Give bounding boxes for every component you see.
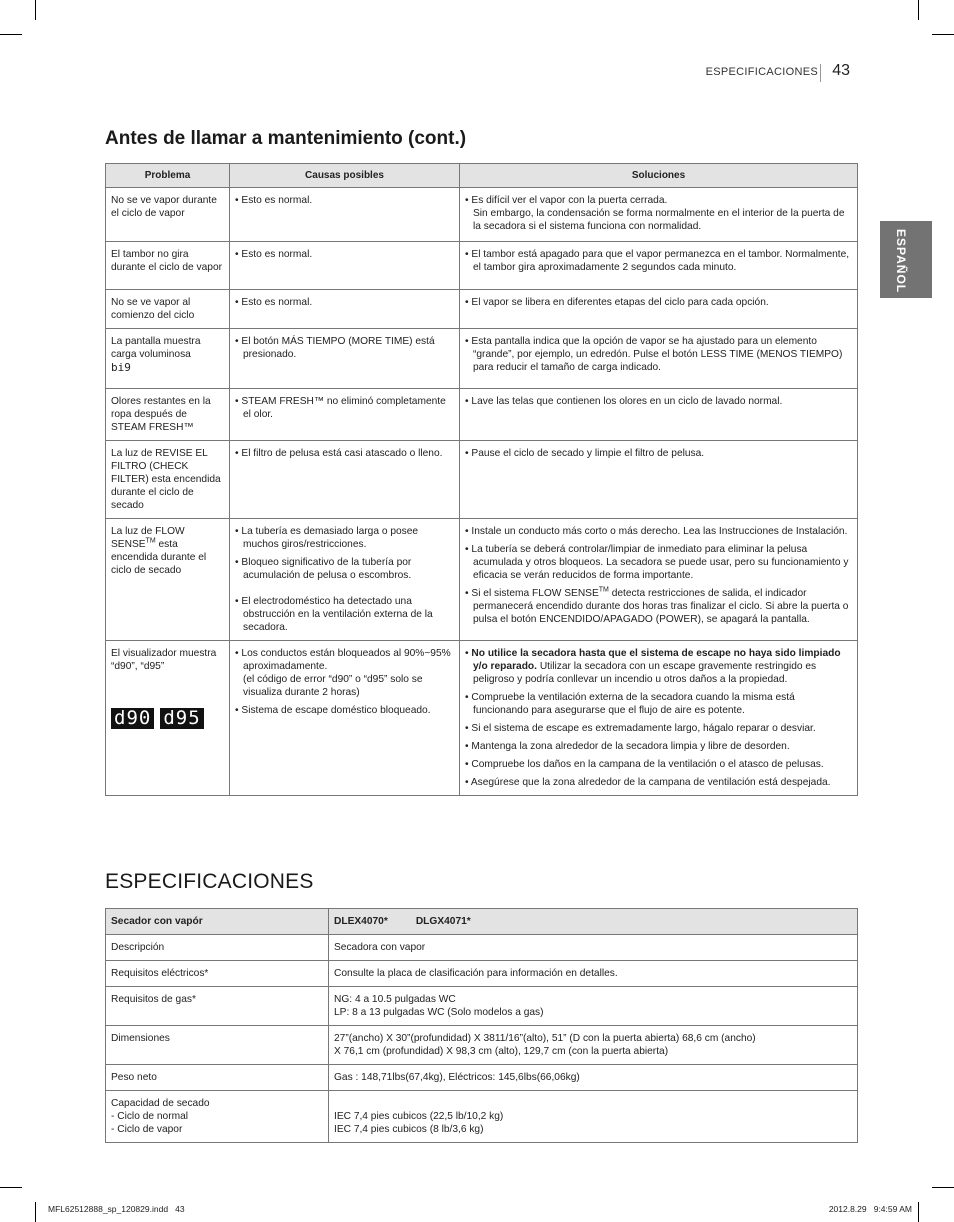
solution-item: • Pause el ciclo de secado y limpie el filtro de pelusa. xyxy=(465,448,705,459)
cause-cell xyxy=(230,441,460,519)
table-row xyxy=(106,329,858,389)
solution-item: • La tubería se deberá controlar/limpiar de inmediato para eliminar la pelusa acumulada y otros bloqueos. La secadora se puede usar, pero su funcionamiento y eficacia se verán reducidos de forma importante. xyxy=(465,544,849,581)
solution-item: • Instale un conducto más corto o más derecho. Lea las Instrucciones de Instalación. xyxy=(465,526,848,537)
spec-row xyxy=(106,1026,858,1065)
problem-cell xyxy=(106,389,230,441)
solution-cell xyxy=(460,188,858,242)
table-row xyxy=(106,242,858,290)
solution-item: • Lave las telas que contienen los olores en un ciclo de lavado normal. xyxy=(465,396,783,407)
cause-cell xyxy=(230,519,460,641)
column-header: Soluciones xyxy=(460,164,858,188)
problem-cell xyxy=(106,242,230,290)
problem-text: La luz de FLOW SENSE xyxy=(111,526,185,550)
cause-cell xyxy=(230,641,460,796)
spec-label: Requisitos de gas* xyxy=(106,987,329,1026)
spec-value: 27”(ancho) X 30”(profundidad) X 3811/16”(alto), 51” (D con la puerta abierta) 68,6 cm (ancho) X 76,1 cm (profundidad) X 98,3 cm (alto), 129,7 cm (con la puerta abierta) xyxy=(329,1026,858,1065)
spec-header-label: Secador con vapór xyxy=(106,909,329,935)
header-divider xyxy=(820,64,821,82)
d90-display: d90 xyxy=(111,708,154,729)
trademark-mark: TM xyxy=(598,586,609,594)
solution-cell xyxy=(460,441,858,519)
spec-label: Descripción xyxy=(106,935,329,961)
cause-cell xyxy=(230,290,460,329)
solution-text: • Si el sistema FLOW SENSE xyxy=(465,588,599,599)
solution-item xyxy=(465,587,852,626)
problem-text: La pantalla muestra carga voluminosa xyxy=(111,336,201,360)
problem-cell xyxy=(106,290,230,329)
error-display-group xyxy=(111,708,224,729)
cause-item: • La tubería es demasiado larga o posee muchos giros/restricciones. xyxy=(235,526,419,550)
solution-item: • Es difícil ver el vapor con la puerta cerrada. Sin embargo, la condensación se forma normalmente en el interior de la puerta de la secadora si el sistema funciona con normalidad. xyxy=(465,195,845,232)
language-tab xyxy=(880,221,932,298)
troubleshooting-title: Antes de llamar a mantenimiento (cont.) xyxy=(105,128,467,149)
table-row xyxy=(106,519,858,641)
crop-mark xyxy=(932,1187,954,1188)
solution-item: • Esta pantalla indica que la opción de vapor se ha ajustado para un elemento “grande”, por ejemplo, un edredón. Pulse el botón LESS TIME (MENOS TIEMPO) para reducir el tamaño de carga indicado. xyxy=(465,336,843,373)
problem-cell xyxy=(106,641,230,796)
cause-item: • El filtro de pelusa está casi atascado o lleno. xyxy=(235,448,443,459)
crop-mark xyxy=(918,1202,919,1222)
problem-cell xyxy=(106,188,230,242)
table-row xyxy=(106,441,858,519)
solution-text: Utilizar la secadora con un escape gravemente restringido es peligroso y podría conllevar un incendio u otros daños a la propiedad. xyxy=(473,661,817,685)
footer-file: MFL62512888_sp_120829.indd 43 xyxy=(48,1204,185,1214)
solution-cell xyxy=(460,242,858,290)
cause-cell xyxy=(230,389,460,441)
cause-item: • Esto es normal. xyxy=(235,297,313,308)
spacer xyxy=(235,587,454,595)
cause-item: • STEAM FRESH™ no eliminó completamente el olor. xyxy=(235,396,446,420)
page-number: 43 xyxy=(832,62,850,79)
cause-cell xyxy=(230,188,460,242)
problem-text: El visualizador muestra “d90”, “d95” xyxy=(111,648,217,672)
big-load-display: bi9 xyxy=(111,361,131,374)
cause-item: • El botón MÁS TIEMPO (MORE TIME) está presionado. xyxy=(235,336,435,360)
solution-cell xyxy=(460,519,858,641)
cause-item: • Sistema de escape doméstico bloqueado. xyxy=(235,705,431,716)
table-row xyxy=(106,188,858,242)
solution-item: • Asegúrese que la zona alrededor de la campana de ventilación está despejada. xyxy=(465,777,831,788)
problem-text: La luz de REVISE EL FILTRO (CHECK FILTER) esta encendida durante el ciclo de secado xyxy=(111,448,221,511)
column-header: Problema xyxy=(106,164,230,188)
crop-mark xyxy=(35,1202,36,1222)
spec-label: Dimensiones xyxy=(106,1026,329,1065)
spec-label: Requisitos eléctricos* xyxy=(106,961,329,987)
problem-text: Olores restantes en la ropa después de STEAM FRESH™ xyxy=(111,396,211,433)
problem-text: esta encendida durante el ciclo de secado xyxy=(111,539,207,576)
spec-value: Gas : 148,71lbs(67,4kg), Eléctricos: 145,6lbs(66,06kg) xyxy=(329,1065,858,1091)
table-row xyxy=(106,389,858,441)
footer-timestamp: 2012.8.29 9:4:59 AM xyxy=(828,1204,912,1214)
problem-cell xyxy=(106,441,230,519)
spec-row xyxy=(106,1091,858,1143)
cause-item: • El electrodoméstico ha detectado una obstrucción en la ventilación externa de la secadora. xyxy=(235,596,433,633)
solution-text: detecta restricciones de salida, el indicador permanecerá encendido durante dos horas tras finalizar el ciclo. Si abre la puerta o pulsa el botón ENCENDIDO/APAGADO (POWER), se apagará la pantalla. xyxy=(473,588,849,625)
solution-cell xyxy=(460,641,858,796)
model-number: DLEX4070* xyxy=(334,916,388,927)
problem-text: No se ve vapor durante el ciclo de vapor xyxy=(111,195,217,219)
cause-item: • Esto es normal. xyxy=(235,195,313,206)
spec-value: Consulte la placa de clasificación para información en detalles. xyxy=(329,961,858,987)
solution-item: • No utilice la secadora hasta que el sistema de escape no haya sido limpiado y/o reparado. Utilizar la secadora con un escape gravemente restringido es peligroso y podría conllevar un incendio u otros daños a la propiedad. xyxy=(465,648,841,685)
cause-item: • Los conductos están bloqueados al 90%~95% aproximadamente. (el código de error “d90” o “d95” solo se visualiza durante 2 horas) xyxy=(235,648,451,698)
troubleshooting-table xyxy=(105,163,858,796)
problem-cell xyxy=(106,329,230,389)
crop-mark xyxy=(0,34,22,35)
problem-cell xyxy=(106,519,230,641)
spec-value: IEC 7,4 pies cubicos (22,5 lb/10,2 kg) IEC 7,4 pies cubicos (8 lb/3,6 kg) xyxy=(329,1091,858,1143)
crop-mark xyxy=(0,1187,22,1188)
solution-item: • El tambor está apagado para que el vapor permanezca en el tambor. Normalmente, el tambor gira aproximadamente 2 segundos cada minuto. xyxy=(465,249,850,273)
solution-item: • Compruebe la ventilación externa de la secadora cuando la misma está funcionando para asegurarse que el flujo de aire es potente. xyxy=(465,692,795,716)
spec-header-models xyxy=(329,909,858,935)
spec-header-row xyxy=(106,909,858,935)
d95-display: d95 xyxy=(160,708,203,729)
solution-item: • Mantenga la zona alrededor de la secadora limpia y libre de desorden. xyxy=(465,741,790,752)
crop-mark xyxy=(932,34,954,35)
spec-label: Peso neto xyxy=(106,1065,329,1091)
specifications-title: ESPECIFICACIONES xyxy=(105,870,314,893)
cause-item: • Esto es normal. xyxy=(235,249,313,260)
spec-row xyxy=(106,987,858,1026)
cause-item: • Bloqueo significativo de la tubería por acumulación de pelusa o escombros. xyxy=(235,557,412,581)
solution-cell xyxy=(460,290,858,329)
header-section: ESPECIFICACIONES xyxy=(705,66,818,78)
spec-value: NG: 4 a 10.5 pulgadas WC LP: 8 a 13 pulgadas WC (Solo modelos a gas) xyxy=(329,987,858,1026)
solution-cell xyxy=(460,329,858,389)
specifications-table xyxy=(105,908,858,1143)
problem-text: No se ve vapor al comienzo del ciclo xyxy=(111,297,195,321)
model-number: DLGX4071* xyxy=(415,916,471,927)
trademark-mark: TM xyxy=(145,537,156,545)
solution-cell xyxy=(460,389,858,441)
cause-cell xyxy=(230,242,460,290)
cause-cell xyxy=(230,329,460,389)
spec-value: Secadora con vapor xyxy=(329,935,858,961)
problem-text: El tambor no gira durante el ciclo de vapor xyxy=(111,249,222,273)
table-row xyxy=(106,290,858,329)
crop-mark xyxy=(35,0,36,20)
solution-item: • Compruebe los daños en la campana de la ventilación o el atasco de pelusas. xyxy=(465,759,824,770)
solution-item: • El vapor se libera en diferentes etapas del ciclo para cada opción. xyxy=(465,297,769,308)
language-tab-label: ESPAÑOL xyxy=(894,229,908,294)
spec-row xyxy=(106,961,858,987)
spec-row xyxy=(106,935,858,961)
table-row xyxy=(106,641,858,796)
solution-item: • Si el sistema de escape es extremadamente largo, hágalo reparar o desviar. xyxy=(465,723,816,734)
warning-text: No utilice la secadora hasta que el sistema de escape no haya sido limpiado y/o reparado. xyxy=(471,648,841,672)
crop-mark xyxy=(918,0,919,20)
spec-row xyxy=(106,1065,858,1091)
spec-label: Capacidad de secado - Ciclo de normal - Ciclo de vapor xyxy=(106,1091,329,1143)
column-header: Causas posibles xyxy=(230,164,460,188)
